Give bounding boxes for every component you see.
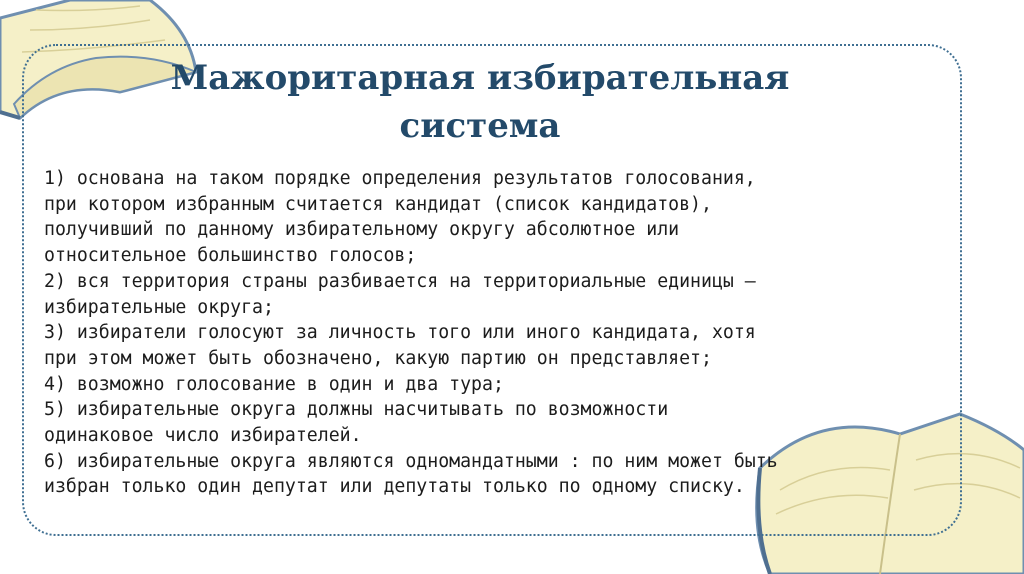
- text-line: при котором избранным считается кандидат (список кандидатов),: [44, 193, 712, 215]
- text-line: 1) основана на таком порядке определения результатов голосования,: [44, 168, 756, 189]
- title-line-1: Мажоритарная избирательная: [170, 58, 790, 98]
- text-line: 3) избиратели голосуют за личность того или иного кандидата, хотя: [44, 322, 756, 344]
- text-line: 5) избирательные округа должны насчитывать по возможности: [44, 399, 669, 421]
- text-line: 6) избирательные округа являются одномандатными : по ним может быть: [44, 450, 778, 472]
- text-line: избран только один депутат или депутаты только по одному списку.: [44, 476, 745, 498]
- text-line: одинаковое число избирателей.: [44, 425, 362, 447]
- text-line: при этом может быть обозначено, какую партию он представляет;: [44, 347, 712, 369]
- text-line: избирательные округа;: [44, 296, 274, 318]
- text-line: 4) возможно голосование в один и два тура;: [44, 373, 504, 395]
- text-line: 2) вся территория страны разбивается на территориальные единицы –: [44, 270, 756, 292]
- slide-title: [110, 54, 850, 150]
- text-line: получивший по данному избирательному округу абсолютное или: [44, 219, 680, 241]
- title-line-2: система: [399, 106, 561, 146]
- text-line: относительное большинство голосов;: [44, 245, 417, 267]
- slide-body: [44, 166, 924, 500]
